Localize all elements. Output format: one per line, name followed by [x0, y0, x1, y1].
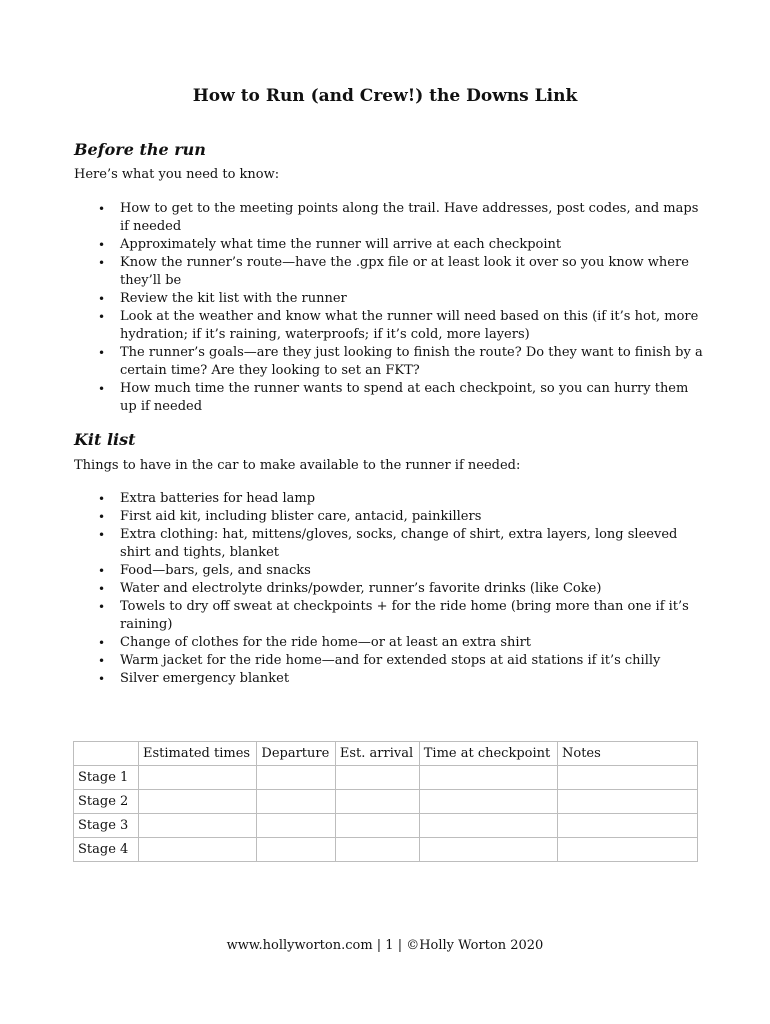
table-header-cell: Estimated times: [139, 742, 257, 766]
table-cell: [335, 814, 419, 838]
table-cell: [257, 838, 335, 862]
table-header-cell: Time at checkpoint: [419, 742, 557, 766]
list-item: [74, 200, 704, 236]
table-cell: [139, 790, 257, 814]
table-cell: [558, 838, 698, 862]
bullet-icon: •: [98, 492, 106, 506]
list-item-text: Know the runner’s route—have the .gpx file or at least look it over so you know where they’ll be: [120, 255, 689, 288]
table-cell: [139, 838, 257, 862]
table-cell: [257, 790, 335, 814]
list-item: [74, 380, 704, 416]
page-footer: www.hollyworton.com | 1 | ©Holly Worton 2020: [226, 938, 544, 953]
bullet-icon: •: [98, 672, 106, 686]
list-item: [74, 490, 704, 508]
table-row: [74, 766, 698, 790]
bullet-icon: •: [98, 654, 106, 668]
list-item-text: Change of clothes for the ride home—or at least an extra shirt: [120, 635, 532, 650]
list-item-text: Extra batteries for head lamp: [120, 491, 316, 506]
before-run-section: [74, 140, 704, 416]
bullet-icon: •: [98, 238, 106, 252]
list-item-text: Warm jacket for the ride home—and for extended stops at aid stations if it’s chilly: [120, 653, 661, 668]
list-item-text: Silver emergency blanket: [120, 671, 290, 686]
list-item-text: Extra clothing: hat, mittens/gloves, socks, change of shirt, extra layers, long sleeved shirt and tights, blanket: [120, 527, 678, 560]
table-cell: [558, 790, 698, 814]
bullet-icon: •: [98, 382, 106, 396]
stage-label: Stage 1: [74, 766, 139, 790]
bullet-icon: •: [98, 600, 106, 614]
table-cell: [139, 814, 257, 838]
list-item-text: How much time the runner wants to spend at each checkpoint, so you can hurry them up if needed: [120, 381, 689, 414]
kit-list-items: [74, 490, 704, 688]
list-item: [74, 254, 704, 290]
list-item: [74, 598, 704, 634]
table-cell: [419, 814, 557, 838]
bullet-icon: •: [98, 256, 106, 270]
list-item-text: How to get to the meeting points along the trail. Have addresses, post codes, and maps if needed: [120, 201, 699, 234]
list-item-text: Look at the weather and know what the runner will need based on this (if it’s hot, more hydration; if it’s raining, waterproofs; if it’s cold, more layers): [120, 309, 699, 342]
table-cell: [419, 838, 557, 862]
bullet-icon: •: [98, 202, 106, 216]
table-header-cell: Est. arrival: [335, 742, 419, 766]
table-cell: [419, 790, 557, 814]
list-item-text: Food—bars, gels, and snacks: [120, 563, 311, 578]
table-cell: [335, 766, 419, 790]
before-run-intro: Here’s what you need to know:: [74, 167, 280, 182]
stage-label: Stage 4: [74, 838, 139, 862]
before-run-list: [74, 200, 704, 416]
list-item: [74, 634, 704, 652]
list-item: [74, 290, 704, 308]
bullet-icon: •: [98, 346, 106, 360]
table-row: [74, 814, 698, 838]
table-header-cell: Notes: [558, 742, 698, 766]
table-row: [74, 838, 698, 862]
bullet-icon: •: [98, 510, 106, 524]
kit-list-intro: Things to have in the car to make available to the runner if needed:: [74, 458, 521, 473]
bullet-icon: •: [98, 582, 106, 596]
bullet-icon: •: [98, 564, 106, 578]
list-item: [74, 308, 704, 344]
table-row: [74, 790, 698, 814]
list-item: [74, 562, 704, 580]
bullet-icon: •: [98, 636, 106, 650]
list-item: [74, 508, 704, 526]
stage-label: Stage 3: [74, 814, 139, 838]
document-title: How to Run (and Crew!) the Downs Link: [192, 86, 578, 106]
bullet-icon: •: [98, 292, 106, 306]
list-item: [74, 580, 704, 598]
before-run-heading: Before the run: [74, 140, 206, 159]
list-item-text: Towels to dry off sweat at checkpoints + for the ride home (bring more than one if it’s raining): [120, 599, 689, 632]
list-item-text: Water and electrolyte drinks/powder, runner’s favorite drinks (like Coke): [120, 581, 602, 596]
table-header-cell: Departure: [257, 742, 335, 766]
list-item-text: Approximately what time the runner will arrive at each checkpoint: [120, 237, 562, 252]
table-cell: [139, 766, 257, 790]
list-item-text: The runner’s goals—are they just looking to finish the route? Do they want to finish by a certain time? Are they looking to set an FKT?: [120, 345, 703, 378]
list-item-text: First aid kit, including blister care, antacid, painkillers: [120, 509, 482, 524]
list-item: [74, 236, 704, 254]
table-header-row: [74, 742, 698, 766]
table-header-cell: [74, 742, 139, 766]
list-item: [74, 670, 704, 688]
table-cell: [558, 766, 698, 790]
stage-label: Stage 2: [74, 790, 139, 814]
table-cell: [257, 766, 335, 790]
table-cell: [558, 814, 698, 838]
list-item: [74, 344, 704, 380]
list-item-text: Review the kit list with the runner: [120, 291, 347, 306]
table-cell: [419, 766, 557, 790]
kit-list-heading: Kit list: [74, 430, 136, 449]
list-item: [74, 526, 704, 562]
table-cell: [335, 790, 419, 814]
table-cell: [335, 838, 419, 862]
bullet-icon: •: [98, 310, 106, 324]
list-item: [74, 652, 704, 670]
table-cell: [257, 814, 335, 838]
bullet-icon: •: [98, 528, 106, 542]
stage-timing-table: [73, 741, 698, 862]
kit-list-section: [74, 430, 704, 688]
